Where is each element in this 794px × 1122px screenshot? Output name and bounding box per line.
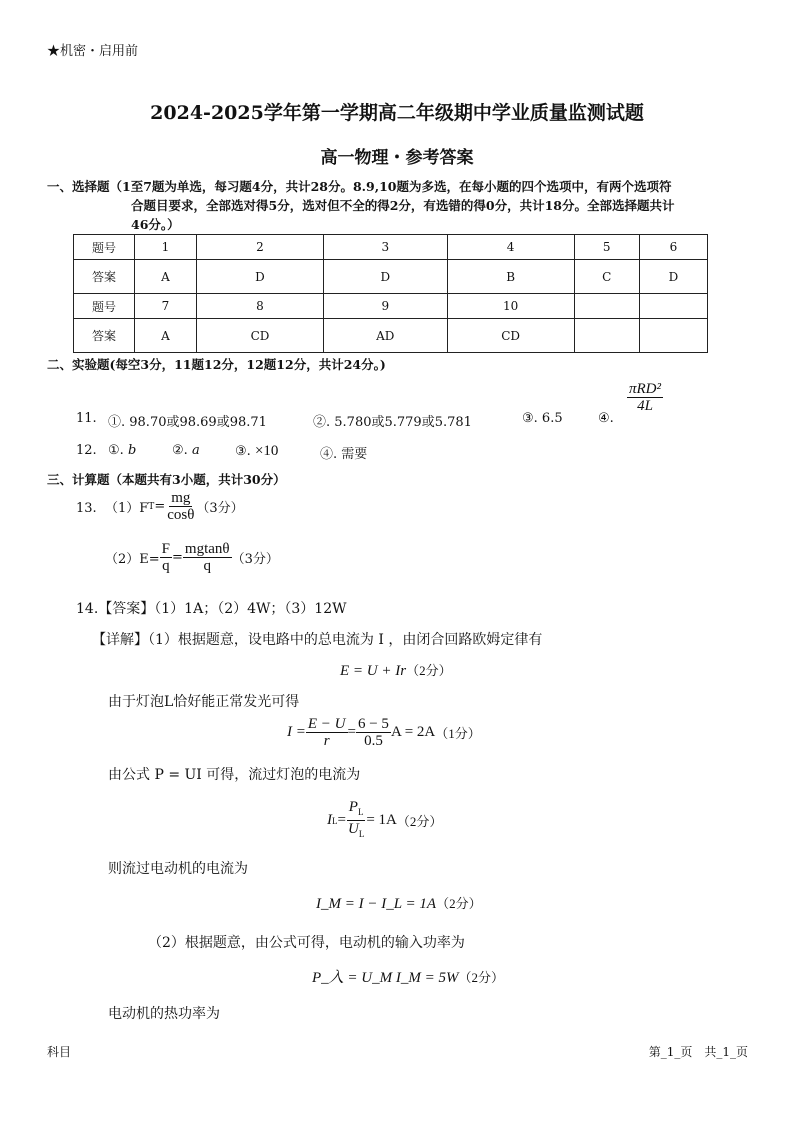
q12-answer-1-value: b [127, 443, 137, 458]
table-cell [574, 319, 639, 353]
fraction-numerator: E − U [307, 716, 346, 732]
denominator-symbol: U [347, 821, 359, 837]
equation-score: （2分） [396, 814, 443, 829]
section1-heading-line2: 合题目要求，全部选对得5分，选对但不全的得2分，有选错的得0分，共计18分。全部选择题共计 [131, 198, 675, 213]
fraction-denominator: 0.5 [364, 733, 383, 749]
table-row [74, 260, 708, 294]
table-cell: 9 [323, 294, 447, 319]
fraction-denominator: r [323, 733, 330, 749]
answer-table [73, 234, 708, 353]
denominator-subscript: L [358, 829, 365, 839]
equation-text: E = U + Ir [340, 663, 407, 679]
table-cell: 8 [196, 294, 323, 319]
table-cell [639, 319, 707, 353]
table-cell: B [447, 260, 574, 294]
equation-fraction-2 [356, 716, 391, 749]
table-cell: 4 [447, 235, 574, 260]
table-row [74, 235, 708, 260]
table-cell: 5 [574, 235, 639, 260]
q11-answer-4-label: ④. [598, 411, 614, 426]
equation-score: （1分） [435, 726, 481, 741]
q12-answer-2 [172, 443, 200, 458]
table-cell: 6 [639, 235, 707, 260]
q14-detail-intro: 【详解】（1）根据题意，设电路中的总电流为 I ，由闭合回路欧姆定律有 [92, 632, 543, 648]
q12-number: 12. [76, 443, 97, 458]
q13-part2-label: （2）E= [105, 552, 160, 567]
confidential-label: ★机密・启用前 [47, 44, 139, 59]
q12-answer-3-value: ×10 [254, 443, 279, 459]
numerator-symbol: P [348, 799, 358, 815]
table-cell: 答案 [74, 260, 135, 294]
q14-text5: （2）根据题意，由公式可得，电动机的输入功率为 [148, 935, 465, 951]
q12-answer-3 [235, 443, 278, 460]
table-cell: C [574, 260, 639, 294]
table-cell: 2 [196, 235, 323, 260]
equation-rhs: = 1A [366, 812, 397, 828]
equation-fraction [346, 799, 366, 842]
q13-part2-fraction-1 [160, 541, 172, 574]
fraction-denominator [346, 821, 366, 842]
q13-part1-fraction [165, 490, 196, 523]
q13-part1-equals: = [154, 499, 166, 514]
section1-heading-line1: 一、选择题（1至7题为单选，每习题4分，共计28分。8.9,10题为多选，在每小题的四个选项中，有两个选项符 [47, 179, 672, 194]
table-cell: A [135, 260, 197, 294]
table-cell: D [639, 260, 707, 294]
table-cell: 10 [447, 294, 574, 319]
q12-answer-3-label: ③. [235, 444, 251, 459]
table-cell: D [323, 260, 447, 294]
q14-text2: 由于灯泡L恰好能正常发光可得 [108, 694, 300, 710]
q12-answer-2-value: a [191, 443, 200, 458]
fraction-denominator: cosθ [167, 507, 195, 523]
fraction-numerator: mgtanθ [184, 541, 230, 557]
equation-lhs-subscript: L [332, 815, 338, 826]
equation-rhs: A = 2A [390, 724, 436, 740]
footer-page-number: 第_1_页 共_1_页 [648, 1045, 748, 1059]
table-row [74, 319, 708, 353]
footer-subject: 科目 [47, 1045, 72, 1059]
q12-answer-4: ④. 需要 [320, 447, 368, 462]
q11-answer-3: ③. 6.5 [522, 411, 563, 426]
table-cell: 3 [323, 235, 447, 260]
table-cell: 1 [135, 235, 197, 260]
section2-heading: 二、实验题(每空3分，11题12分，12题12分，共计24分。) [47, 357, 386, 372]
q11-answer-4-fraction [627, 381, 663, 414]
equation-lhs: I [327, 812, 332, 828]
section1-heading-line3: 46分。） [131, 217, 180, 232]
q13-part1-subscript: T [148, 501, 155, 512]
fraction-numerator: F [161, 541, 170, 557]
q12-answer-2-label: ②. [172, 443, 188, 458]
q14-eq2 [287, 716, 481, 749]
q13-part1 [105, 490, 244, 523]
equation-text: P_入 = U_M I_M = 5W [312, 970, 459, 986]
q11-answer-2: ②. 5.780或5.779或5.781 [313, 415, 472, 430]
equation-equals: = [337, 812, 346, 828]
equation-score: （2分） [458, 970, 504, 985]
fraction-denominator: q [162, 558, 170, 574]
equation-score: （2分） [406, 663, 452, 678]
fraction-numerator [347, 799, 366, 821]
q14-eq4 [316, 893, 482, 913]
q11-answer-1: ①. 98.70或98.69或98.71 [108, 415, 267, 430]
q14-text3: 由公式 P = UI 可得，流过灯泡的电流为 [108, 767, 361, 783]
equation-lhs: I = [287, 724, 306, 740]
q14-answer: 14.【答案】（1）1A；（2）4W；（3）12W [76, 601, 347, 617]
q13-part2 [105, 541, 279, 574]
q14-eq3 [327, 799, 442, 842]
table-cell: 答案 [74, 319, 135, 353]
table-cell: 题号 [74, 235, 135, 260]
table-cell: 7 [135, 294, 197, 319]
numerator-subscript: L [357, 807, 364, 817]
table-cell [574, 294, 639, 319]
table-cell: CD [447, 319, 574, 353]
page-title: 2024-2025学年第一学期高二年级期中学业质量监测试题 [150, 102, 644, 124]
q13-part2-score: （3分） [231, 552, 279, 567]
fraction-denominator: q [203, 558, 211, 574]
page-subtitle: 高一物理・参考答案 [320, 148, 474, 168]
q13-part2-equals: = [172, 550, 183, 565]
fraction-denominator: 4L [637, 398, 653, 414]
q14-text6: 电动机的热功率为 [108, 1006, 220, 1022]
table-row [74, 294, 708, 319]
table-cell: A [135, 319, 197, 353]
table-cell [639, 294, 707, 319]
q13-part2-fraction-2 [183, 541, 232, 574]
fraction-numerator: mg [171, 490, 191, 506]
table-cell: AD [323, 319, 447, 353]
q14-text4: 则流过电动机的电流为 [108, 861, 248, 877]
table-cell: D [196, 260, 323, 294]
table-cell: 题号 [74, 294, 135, 319]
equation-equals: = [347, 724, 356, 740]
fraction-numerator: πRD² [629, 381, 662, 397]
section3-heading: 三、计算题（本题共有3小题，共计30分） [47, 472, 286, 487]
equation-fraction-1 [306, 716, 348, 749]
q13-part1-score: （3分） [196, 501, 244, 516]
q14-eq1 [340, 660, 452, 680]
fraction-numerator: 6 − 5 [357, 716, 389, 732]
q14-eq5 [312, 966, 504, 987]
equation-text: I_M = I − I_L = 1A [316, 896, 437, 912]
q11-number: 11. [76, 411, 97, 426]
q12-answer-1 [108, 443, 136, 458]
q13-part1-label: （1）F [105, 501, 149, 516]
equation-score: （2分） [436, 896, 482, 911]
table-cell: CD [196, 319, 323, 353]
q12-answer-1-label: ①. [108, 443, 124, 458]
q13-number: 13. [76, 501, 97, 516]
